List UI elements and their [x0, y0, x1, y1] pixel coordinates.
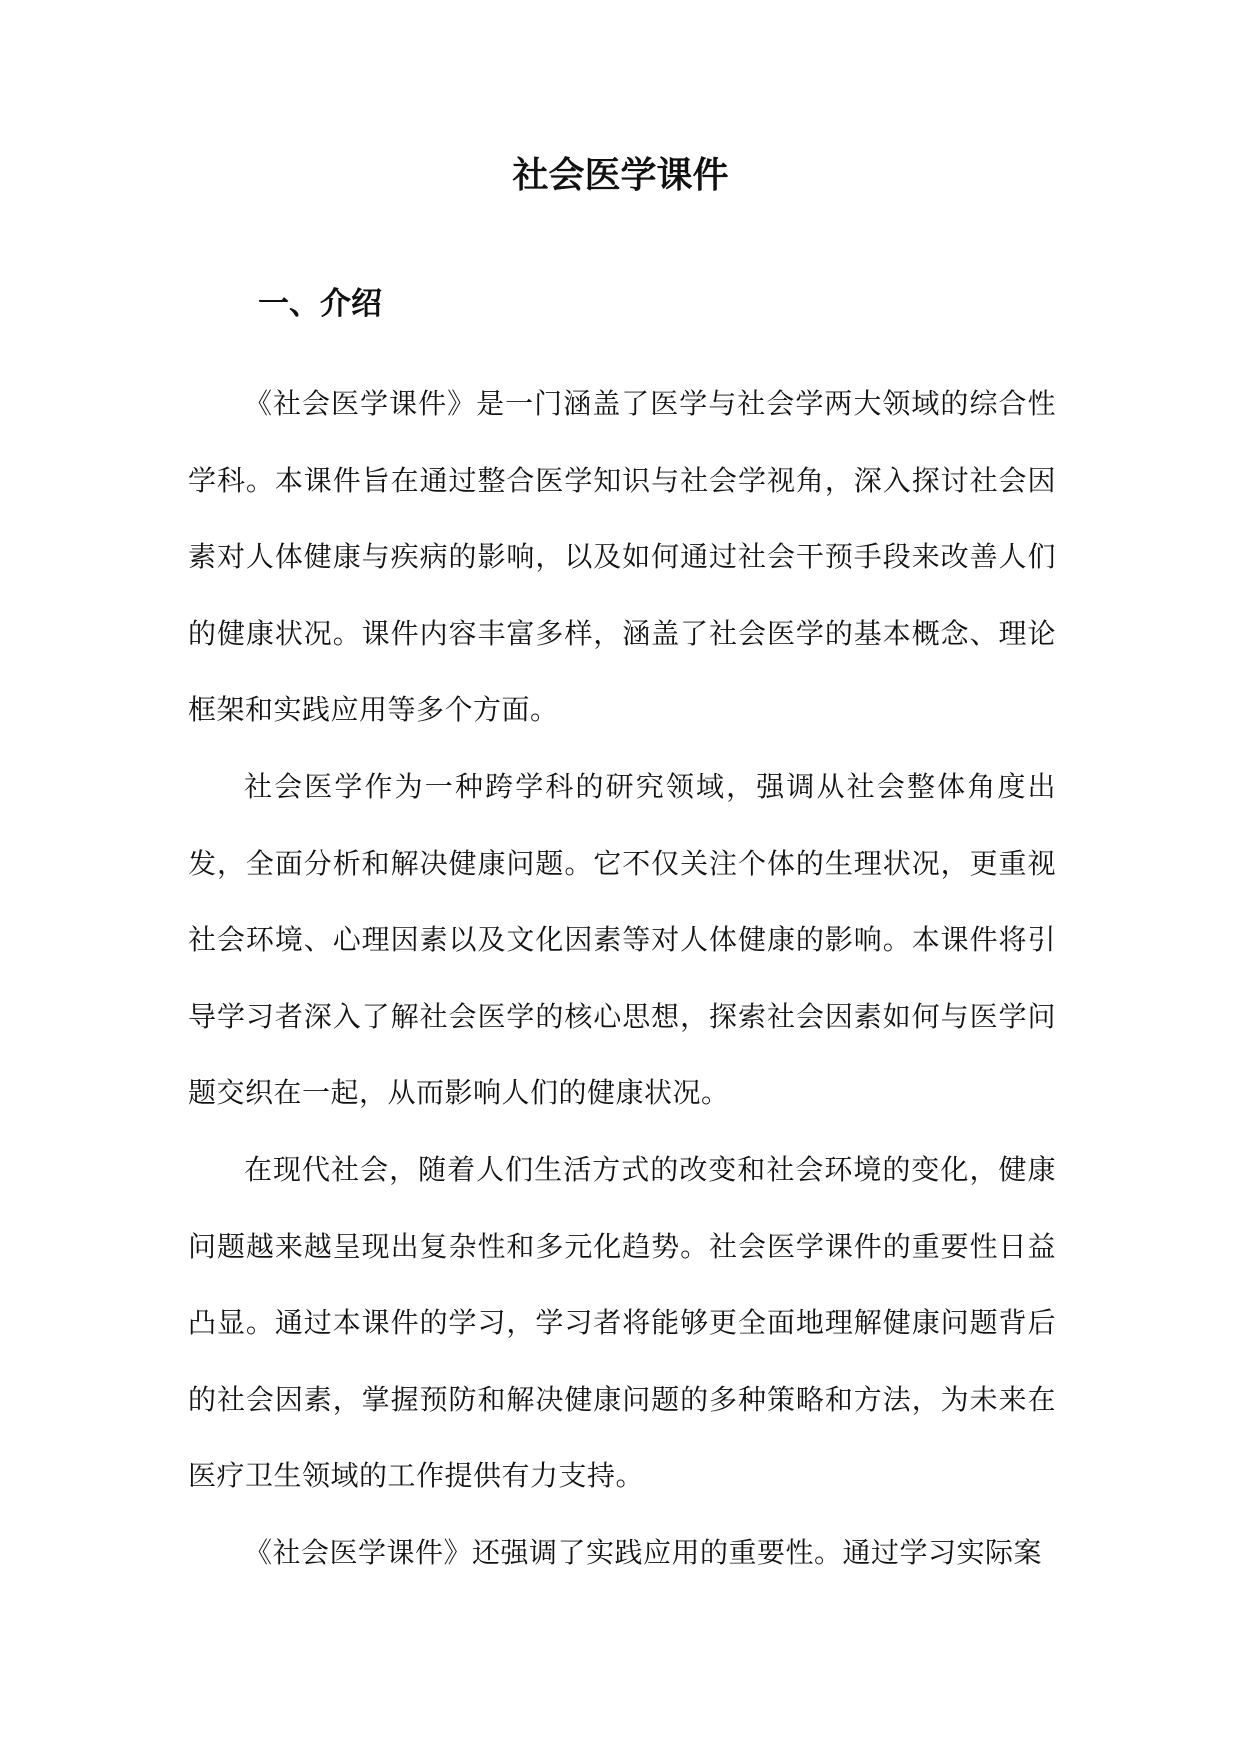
document-title: 社会医学课件	[512, 154, 729, 196]
paragraph: 《社会医学课件》还强调了实践应用的重要性。通过学习实际案	[244, 1535, 1043, 1569]
paragraph: 社会医学作为一种跨学科的研究领域，强调从社会整体角度出发，全面分析和解决健康问题。它不仅关注个体的生理状况，更重视社会环境、心理因素以及文化因素等对人体健康的影响。本课件将引导学习者深入了解社会医学的核心思想，探索社会因素如何与医学问题交织在一起，从而影响人们的健康状况。	[188, 769, 1056, 1110]
section-heading-introduction: 一、介绍	[258, 286, 382, 322]
paragraph: 《社会医学课件》是一门涵盖了医学与社会学两大领域的综合性学科。本课件旨在通过整合医学知识与社会学视角，深入探讨社会因素对人体健康与疾病的影响，以及如何通过社会干预手段来改善人们的健康状况。课件内容丰富多样，涵盖了社会医学的基本概念、理论框架和实践应用等多个方面。	[188, 387, 1056, 727]
body-text	[188, 366, 1056, 1592]
paragraph: 在现代社会，随着人们生活方式的改变和社会环境的变化，健康问题越来越呈现出复杂性和多元化趋势。社会医学课件的重要性日益凸显。通过本课件的学习，学习者将能够更全面地理解健康问题背后的社会因素，掌握预防和解决健康问题的多种策略和方法，为未来在医疗卫生领域的工作提供有力支持。	[188, 1152, 1056, 1493]
